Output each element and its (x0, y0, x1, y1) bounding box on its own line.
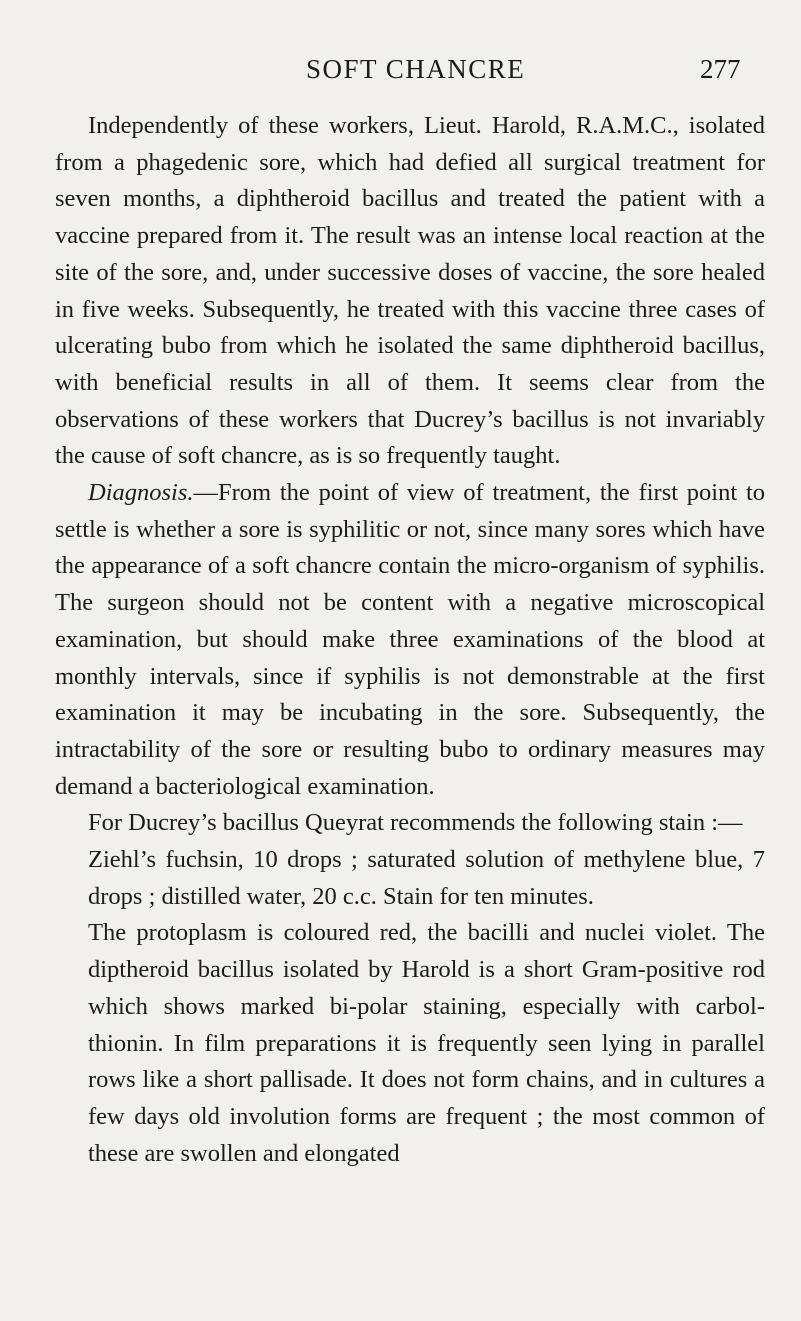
page-number: 277 (700, 54, 741, 84)
running-title: SOFT CHANCRE (306, 54, 526, 84)
paragraph-diagnosis (55, 475, 765, 805)
stain-recipe: Ziehl’s fuchsin, 10 drops ; saturated solution of methylene blue, 7 drops ; distilled water, 20 c.c. Stain for ten minutes. (88, 846, 765, 910)
diagnosis-text: —From the point of view of treatment, the first point to settle is whether a sore is syphilitic or not, since many sores which have the appearance of a soft chancre contain the micro-organism of syphilis. The surgeon should not be content with a negative microscopical examination, but should make three examinations of the blood at monthly intervals, since if syphilis is not demonstrable at the first examination it may be incubating in the sore. Subsequently, the intractability of the sore or resulting bubo to ordinary measures may demand a bacteriological examination. (55, 479, 765, 800)
paragraph-stain-intro: For Ducrey’s bacillus Queyrat recommends the following stain :— (88, 809, 743, 837)
diagnosis-heading: Diagnosis. (88, 479, 194, 507)
paragraph-harold-vaccine: Independently of these workers, Lieut. Harold, R.A.M.C., isolated from a phagedenic sore, which had defied all surgical treatment for seven months, a diphtheroid bacillus and treated the patient with a vaccine prepared from it. The result was an intense local reaction at the site of the sore, and, under successive doses of vaccine, the sore healed in five weeks. Subsequently, he treated with this vaccine three cases of ulcerating bubo from which he isolated the same diphtheroid bacillus, with beneficial results in all of them. It seems clear from the observations of these workers that Ducrey’s bacillus is not invariably the cause of soft chancre, as is so frequently taught. (55, 112, 765, 470)
page-body (55, 108, 765, 1172)
paragraph-protoplasm: The protoplasm is coloured red, the bacilli and nuclei violet. The diptheroid bacillus isolated by Harold is a short Gram-positive rod which shows marked bi-polar staining, especially with carbol-thionin. In film preparations it is frequently seen lying in parallel rows like a short pallisade. It does not form chains, and in cultures a few days old involution forms are frequent ; the most common of these are swollen and elongated (88, 919, 765, 1167)
